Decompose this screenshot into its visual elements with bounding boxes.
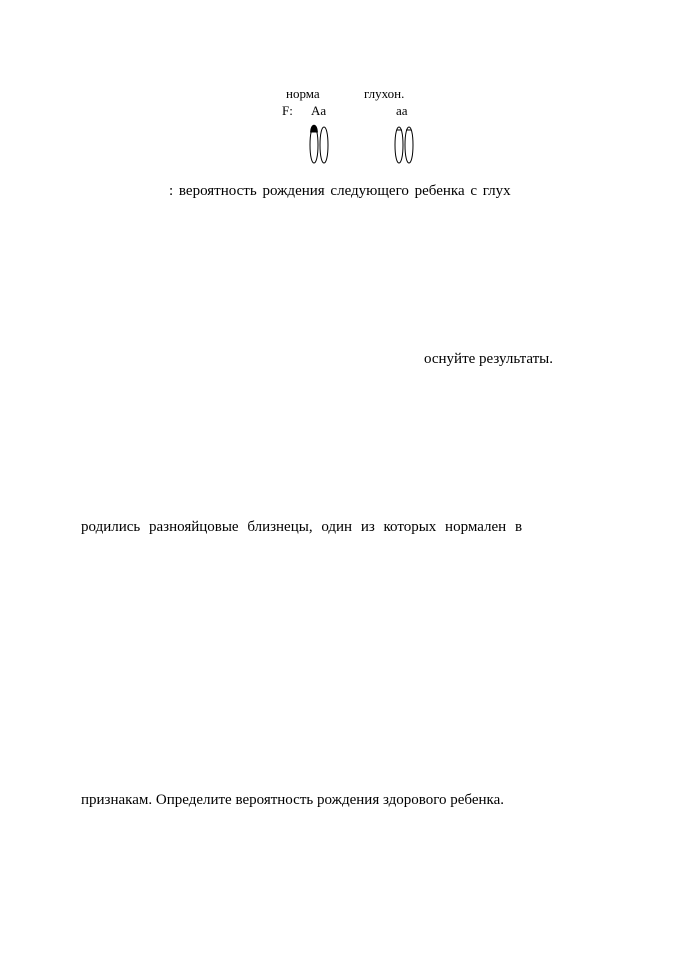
text-line-healthy-child: признакам. Определите вероятность рождения здорового ребенка.	[81, 792, 505, 808]
phenotype-normal-label: норма	[286, 86, 320, 101]
genotype-aa-recessive: aa	[396, 103, 408, 118]
phenotype-deafmute-label: глухон.	[364, 86, 405, 101]
chromosome-pair-heterozygous-icon	[308, 118, 330, 172]
text-line-probability: : вероятность рождения следующего ребенка с глух	[169, 183, 511, 199]
text-line-justify-results: оснуйте результаты.	[424, 351, 553, 367]
chromosome-pair-recessive-icon	[393, 118, 415, 172]
text-line-twins: родились разнояйцовые близнецы, один из которых нормален в	[81, 519, 523, 535]
genotype-aa-heterozygous: Aa	[311, 103, 327, 118]
generation-label: F:	[282, 103, 293, 118]
